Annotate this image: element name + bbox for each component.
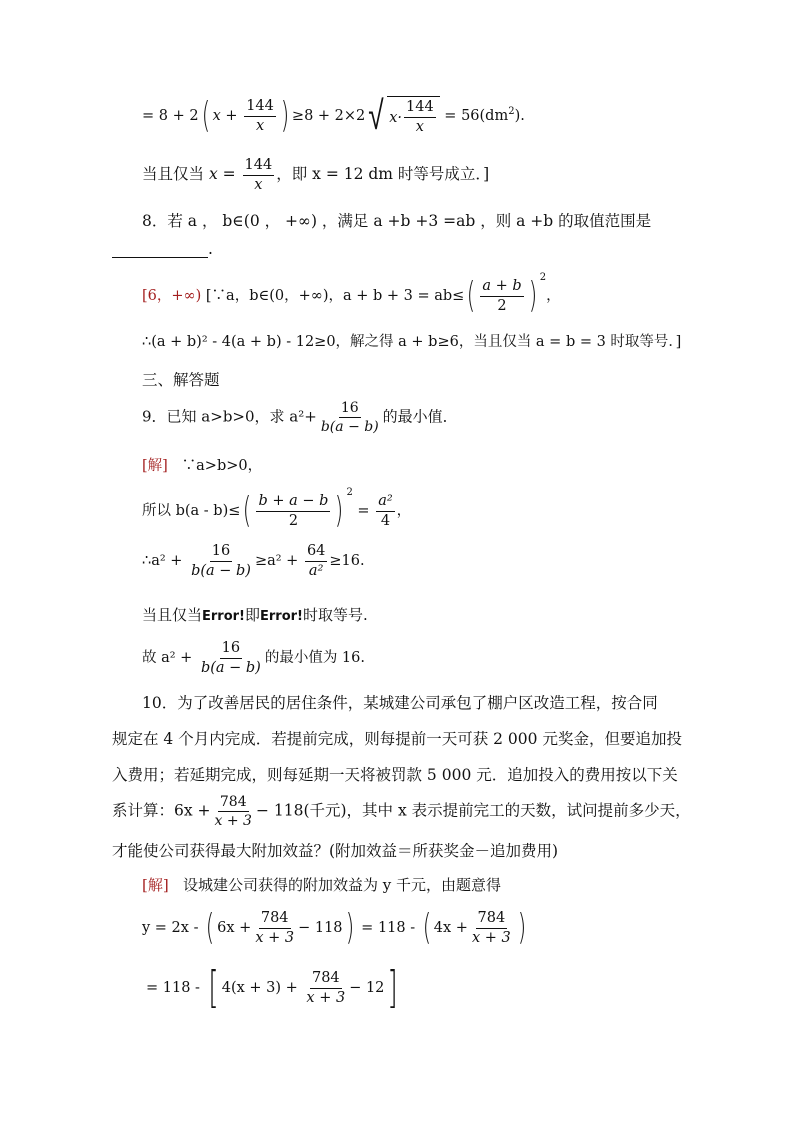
text: = 118 - xyxy=(356,920,420,937)
solution-tag: [解] xyxy=(142,876,169,894)
bracket-close: ] xyxy=(387,962,399,1013)
fraction xyxy=(470,910,513,946)
denominator: x xyxy=(415,119,424,135)
numerator: 784 xyxy=(476,910,508,929)
paren-close: ) xyxy=(335,490,344,531)
text: = 8 + 2 xyxy=(142,108,199,124)
fraction xyxy=(243,157,275,193)
answer-9-line-5 xyxy=(142,640,365,676)
eq-line-2 xyxy=(142,157,489,193)
answer-9-line-1 xyxy=(142,454,262,475)
superscript: 2 xyxy=(508,106,515,118)
question-10-line-2 xyxy=(112,727,682,749)
question-10-line-4 xyxy=(112,794,691,829)
denominator: x + 3 xyxy=(471,929,511,946)
fraction xyxy=(376,493,394,529)
answer-10-line-3 xyxy=(146,962,402,1013)
text: 系计算：6x + xyxy=(112,801,211,820)
denominator: x xyxy=(254,176,263,193)
denominator: x + 3 xyxy=(255,929,295,946)
fraction xyxy=(253,910,296,946)
numerator: 784 xyxy=(310,970,342,989)
denominator: b(a − b) xyxy=(200,659,261,676)
paren-open: ( xyxy=(201,95,210,136)
numerator: 16 xyxy=(210,543,232,562)
text: [∵a，b∈(0，+∞)，a + b + 3 = ab≤ xyxy=(205,288,465,304)
paren-close: ) xyxy=(280,95,290,136)
numerator: 64 xyxy=(305,543,327,562)
text: 9．已知 a>b>0，求 a²+ xyxy=(142,407,317,426)
text: ∴a² + xyxy=(142,553,188,570)
denominator: 4 xyxy=(380,512,391,529)
fraction xyxy=(480,278,523,314)
text: y = 2x - xyxy=(142,920,204,937)
fraction xyxy=(304,970,347,1006)
numerator: a² xyxy=(376,493,394,512)
numerator: 144 xyxy=(244,98,276,117)
numerator: a + b xyxy=(480,278,523,297)
answer-10-line-1 xyxy=(142,874,501,895)
answer-blank xyxy=(112,243,208,258)
text: . xyxy=(208,240,213,258)
answer-8-cont xyxy=(142,330,681,351)
text: 当且仅当 xyxy=(142,606,203,624)
paren-close: ) xyxy=(528,275,537,316)
paren-close: ) xyxy=(345,907,354,949)
exponent: 2 xyxy=(539,272,547,283)
error-field: Error! xyxy=(202,609,245,624)
denominator: x xyxy=(255,117,265,134)
text: 即 xyxy=(245,606,261,624)
text: ， xyxy=(546,288,561,304)
answer-10-line-2 xyxy=(142,907,529,949)
denominator: b(a − b) xyxy=(320,419,379,436)
paren-open: ( xyxy=(422,907,431,949)
question-10-line-3 xyxy=(112,763,678,785)
text: 4(x + 3) + xyxy=(221,980,303,996)
fraction xyxy=(256,493,330,529)
question-10-line-1 xyxy=(142,691,658,713)
text: ∵a>b>0， xyxy=(181,458,263,474)
square-root xyxy=(365,93,439,139)
fraction xyxy=(189,543,253,579)
text: ，即 x = 12 dm 时等号成立．] xyxy=(276,165,490,184)
question-8-blank-line xyxy=(112,240,213,258)
section-heading: 三、解答题 xyxy=(142,371,220,389)
answer-9-line-2 xyxy=(142,487,411,529)
text: 才能使公司获得最大附加效益？(附加效益＝所获奖金－追加费用) xyxy=(112,842,559,860)
numerator: b + a − b xyxy=(256,493,330,512)
text: 设城建公司获得的附加效益为 y 千元，由题意得 xyxy=(183,876,502,894)
text: = 56(dm xyxy=(439,108,509,124)
text: − 12 xyxy=(349,980,385,996)
numerator: 144 xyxy=(404,99,436,118)
text: 6x + xyxy=(217,920,252,937)
text: ≥16. xyxy=(329,553,365,570)
question-8 xyxy=(142,209,651,231)
text: 当且仅当 xyxy=(142,165,209,184)
fraction xyxy=(199,640,263,676)
section-title xyxy=(142,368,220,390)
text: − 118(千元)，其中 x 表示提前完工的天数，试问提前多少天， xyxy=(255,801,691,820)
text: 4x + xyxy=(433,920,468,937)
answer-9-line-4 xyxy=(142,604,368,625)
denominator: 2 xyxy=(288,512,299,529)
text: 入费用；若延期完成，则每延期一天将被罚款 5 000 元．追加投入的费用按以下关 xyxy=(112,766,678,784)
answer-8 xyxy=(142,272,561,314)
answer-value: [6，+∞) xyxy=(142,288,202,304)
denominator: a² xyxy=(308,562,324,579)
text: + xyxy=(220,108,243,124)
text: = 118 - xyxy=(146,980,205,996)
paren-open: ( xyxy=(467,275,476,316)
exponent: 2 xyxy=(346,487,353,498)
denominator: x + 3 xyxy=(306,989,346,1006)
text: 所以 b(a - b)≤ xyxy=(142,503,241,519)
paren-close: ) xyxy=(517,907,526,949)
numerator: 144 xyxy=(243,157,275,176)
solution-tag: [解] xyxy=(142,458,168,474)
numerator: 16 xyxy=(339,400,361,418)
denominator: 2 xyxy=(497,297,507,314)
fraction xyxy=(305,543,327,579)
text: 故 a² + xyxy=(142,650,197,667)
fraction xyxy=(244,98,276,134)
fraction xyxy=(213,794,254,829)
denominator: b(a − b) xyxy=(191,562,251,579)
fraction xyxy=(404,99,436,135)
numerator: 16 xyxy=(220,640,242,659)
var: x· xyxy=(389,109,403,126)
text: ， xyxy=(396,503,412,519)
question-10-line-5 xyxy=(112,839,558,861)
paren-open: ( xyxy=(205,907,215,949)
text: 10．为了改善居民的居住条件，某城建公司承包了棚户区改造工程，按合同 xyxy=(142,694,658,712)
denominator: x + 3 xyxy=(214,813,252,830)
text: ≥8 + 2×2 xyxy=(291,108,366,124)
text: 的最小值． xyxy=(382,407,458,426)
radicand xyxy=(387,96,439,135)
numerator: 784 xyxy=(218,794,249,812)
numerator: 784 xyxy=(259,910,291,929)
error-field: Error! xyxy=(260,609,303,624)
text: ∴(a + b)² - 4(a + b) - 12≥0，解之得 a + b≥6，当且仅当 a = b = 3 时取等号．] xyxy=(142,334,682,350)
var: x xyxy=(208,165,218,184)
eq-line-1 xyxy=(142,93,525,139)
text: − 118 xyxy=(298,920,343,937)
text: 规定在 4 个月内完成．若提前完成，则每提前一天可获 2 000 元奖金，但要追加投 xyxy=(112,730,682,748)
answer-9-line-3 xyxy=(142,543,365,579)
paren-open: ( xyxy=(243,490,252,531)
text: = xyxy=(217,165,241,184)
var: x xyxy=(212,108,221,124)
question-9 xyxy=(142,400,458,435)
text: ). xyxy=(514,108,525,124)
text: 时取等号. xyxy=(303,606,368,624)
question-text: 8．若 a ， b∈(0 ， +∞) ，满足 a +b +3 =ab ，则 a +b 的取值范围是 xyxy=(142,212,652,230)
text: ≥a² + xyxy=(254,553,303,570)
text: 的最小值为 16. xyxy=(264,650,365,667)
fraction xyxy=(319,400,381,435)
text: = xyxy=(352,503,375,519)
bracket-open: [ xyxy=(207,962,219,1013)
radical-sign: √ xyxy=(368,93,384,139)
